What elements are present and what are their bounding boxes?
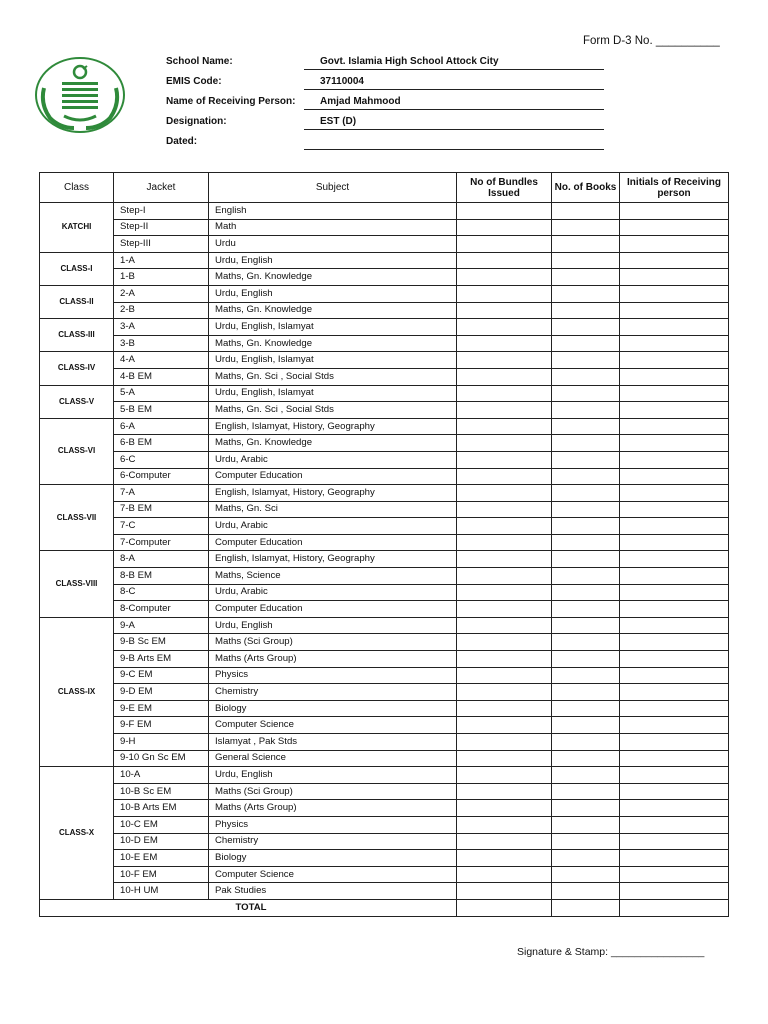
initials-cell[interactable] [620, 236, 729, 253]
class-cell: CLASS-II [40, 285, 114, 318]
subject-cell: Biology [209, 700, 457, 717]
jacket-cell: 8-C [114, 584, 209, 601]
books-cell[interactable] [552, 485, 620, 502]
bundles-cell[interactable] [457, 833, 552, 850]
bundles-cell[interactable] [457, 883, 552, 900]
initials-cell[interactable] [620, 302, 729, 319]
table-header-row [40, 173, 729, 203]
initials-cell[interactable] [620, 717, 729, 734]
books-cell[interactable] [552, 584, 620, 601]
books-cell[interactable] [552, 551, 620, 568]
table-row [40, 269, 729, 286]
jacket-cell: 7-B EM [114, 501, 209, 518]
jacket-cell: 8-Computer [114, 601, 209, 618]
initials-cell[interactable] [620, 269, 729, 286]
books-cell[interactable] [552, 451, 620, 468]
initials-cell[interactable] [620, 700, 729, 717]
bundles-cell[interactable] [457, 734, 552, 751]
jacket-cell: 4-B EM [114, 368, 209, 385]
subject-cell: Computer Science [209, 717, 457, 734]
bundles-cell[interactable] [457, 402, 552, 419]
table-row [40, 750, 729, 767]
bundles-cell[interactable] [457, 783, 552, 800]
bundles-cell[interactable] [457, 269, 552, 286]
class-cell: KATCHI [40, 203, 114, 253]
bundles-cell[interactable] [457, 601, 552, 618]
table-row [40, 435, 729, 452]
initials-cell[interactable] [620, 551, 729, 568]
total-bundles-cell[interactable] [457, 899, 552, 916]
subject-cell: Biology [209, 850, 457, 867]
jacket-cell: 10-H UM [114, 883, 209, 900]
table-row [40, 651, 729, 668]
initials-cell[interactable] [620, 435, 729, 452]
table-row [40, 734, 729, 751]
books-cell[interactable] [552, 269, 620, 286]
bundles-cell[interactable] [457, 451, 552, 468]
subject-cell: Islamyat , Pak Stds [209, 734, 457, 751]
punjab-government-emblem-logo [34, 56, 126, 134]
books-cell[interactable] [552, 617, 620, 634]
books-cell[interactable] [552, 203, 620, 220]
table-row [40, 584, 729, 601]
initials-cell[interactable] [620, 402, 729, 419]
table-body [40, 203, 729, 917]
initials-cell[interactable] [620, 767, 729, 784]
initials-cell[interactable] [620, 335, 729, 352]
table-row [40, 219, 729, 236]
class-cell: CLASS-I [40, 252, 114, 285]
initials-cell[interactable] [620, 451, 729, 468]
subject-cell: Math [209, 219, 457, 236]
bundles-cell[interactable] [457, 352, 552, 369]
jacket-cell: 9-C EM [114, 667, 209, 684]
books-cell[interactable] [552, 468, 620, 485]
table-row [40, 418, 729, 435]
jacket-cell: 7-C [114, 518, 209, 535]
class-cell: CLASS-X [40, 767, 114, 900]
jacket-cell: 6-A [114, 418, 209, 435]
total-row [40, 899, 729, 916]
table-row [40, 850, 729, 867]
jacket-cell: 10-B Arts EM [114, 800, 209, 817]
table-row [40, 319, 729, 336]
table-row [40, 717, 729, 734]
receiving-person-label: Name of Receiving Person: [166, 96, 296, 107]
table-row [40, 368, 729, 385]
school-name-value: Govt. Islamia High School Attock City [304, 56, 604, 70]
subject-cell: Urdu, English [209, 252, 457, 269]
bundles-cell[interactable] [457, 252, 552, 269]
distribution-table [39, 172, 729, 917]
table-row [40, 866, 729, 883]
books-cell[interactable] [552, 435, 620, 452]
total-books-cell[interactable] [552, 899, 620, 916]
subject-cell: Maths (Arts Group) [209, 800, 457, 817]
receiving-person-value: Amjad Mahmood [304, 96, 604, 110]
initials-cell[interactable] [620, 485, 729, 502]
books-cell[interactable] [552, 700, 620, 717]
bundles-cell[interactable] [457, 385, 552, 402]
books-cell[interactable] [552, 833, 620, 850]
books-cell[interactable] [552, 501, 620, 518]
books-cell[interactable] [552, 734, 620, 751]
subject-cell: Maths, Gn. Sci , Social Stds [209, 368, 457, 385]
initials-cell[interactable] [620, 617, 729, 634]
jacket-cell: Step-I [114, 203, 209, 220]
bundles-cell[interactable] [457, 468, 552, 485]
initials-cell[interactable] [620, 601, 729, 618]
bundles-cell[interactable] [457, 285, 552, 302]
jacket-cell: 10-D EM [114, 833, 209, 850]
books-cell[interactable] [552, 352, 620, 369]
table-row [40, 402, 729, 419]
jacket-cell: 10-A [114, 767, 209, 784]
jacket-cell: 9-E EM [114, 700, 209, 717]
table-row [40, 667, 729, 684]
subject-cell: Maths (Sci Group) [209, 634, 457, 651]
subject-cell: Pak Studies [209, 883, 457, 900]
books-cell[interactable] [552, 418, 620, 435]
class-cell: CLASS-VI [40, 418, 114, 484]
table-row [40, 518, 729, 535]
subject-cell: Physics [209, 667, 457, 684]
table-row [40, 833, 729, 850]
designation-value: EST (D) [304, 116, 604, 130]
jacket-cell: 1-A [114, 252, 209, 269]
bundles-cell[interactable] [457, 418, 552, 435]
subject-cell: English, Islamyat, History, Geography [209, 551, 457, 568]
jacket-cell: 9-10 Gn Sc EM [114, 750, 209, 767]
jacket-cell: 3-A [114, 319, 209, 336]
books-cell[interactable] [552, 534, 620, 551]
books-cell[interactable] [552, 368, 620, 385]
bundles-cell[interactable] [457, 551, 552, 568]
class-cell: CLASS-III [40, 319, 114, 352]
jacket-cell: 5-B EM [114, 402, 209, 419]
jacket-cell: 6-Computer [114, 468, 209, 485]
table-row [40, 568, 729, 585]
table-row [40, 601, 729, 618]
school-name-label: School Name: [166, 56, 233, 67]
books-cell[interactable] [552, 335, 620, 352]
jacket-cell: 2-A [114, 285, 209, 302]
jacket-cell: 4-A [114, 352, 209, 369]
jacket-cell: 8-A [114, 551, 209, 568]
subject-cell: Chemistry [209, 684, 457, 701]
subject-cell: Chemistry [209, 833, 457, 850]
bundles-cell[interactable] [457, 584, 552, 601]
subject-cell: Maths, Gn. Knowledge [209, 302, 457, 319]
subject-cell: Maths, Science [209, 568, 457, 585]
subject-cell: Urdu, English, Islamyat [209, 319, 457, 336]
jacket-cell: 7-Computer [114, 534, 209, 551]
bundles-cell[interactable] [457, 485, 552, 502]
books-cell[interactable] [552, 252, 620, 269]
books-cell[interactable] [552, 651, 620, 668]
emis-code-value: 37110004 [304, 76, 604, 90]
subject-cell: English, Islamyat, History, Geography [209, 418, 457, 435]
class-cell: CLASS-VIII [40, 551, 114, 617]
class-cell: CLASS-VII [40, 485, 114, 551]
bundles-cell[interactable] [457, 319, 552, 336]
table-row [40, 767, 729, 784]
books-cell[interactable] [552, 402, 620, 419]
bundles-cell[interactable] [457, 203, 552, 220]
table-row [40, 634, 729, 651]
class-cell: CLASS-IX [40, 617, 114, 766]
bundles-cell[interactable] [457, 368, 552, 385]
subject-cell: English, Islamyat, History, Geography [209, 485, 457, 502]
bundles-cell[interactable] [457, 634, 552, 651]
col-header-initials: Initials of Receiving person [620, 173, 729, 203]
subject-cell: Urdu, English [209, 767, 457, 784]
initials-cell[interactable] [620, 850, 729, 867]
initials-cell[interactable] [620, 634, 729, 651]
jacket-cell: 9-B Arts EM [114, 651, 209, 668]
bundles-cell[interactable] [457, 800, 552, 817]
jacket-cell: 9-B Sc EM [114, 634, 209, 651]
bundles-cell[interactable] [457, 750, 552, 767]
subject-cell: Maths, Gn. Knowledge [209, 335, 457, 352]
signature-stamp-line: Signature & Stamp: ________________ [517, 946, 705, 958]
initials-cell[interactable] [620, 501, 729, 518]
initials-cell[interactable] [620, 285, 729, 302]
subject-cell: Urdu [209, 236, 457, 253]
initials-cell[interactable] [620, 252, 729, 269]
subject-cell: Computer Education [209, 468, 457, 485]
jacket-cell: 3-B [114, 335, 209, 352]
subject-cell: English [209, 203, 457, 220]
books-cell[interactable] [552, 236, 620, 253]
table-row [40, 451, 729, 468]
col-header-books: No. of Books [552, 173, 620, 203]
subject-cell: Computer Education [209, 534, 457, 551]
initials-cell[interactable] [620, 534, 729, 551]
form-number: Form D-3 No. __________ [583, 35, 720, 47]
dated-label: Dated: [166, 136, 198, 147]
initials-cell[interactable] [620, 203, 729, 220]
bundles-cell[interactable] [457, 302, 552, 319]
table-row [40, 335, 729, 352]
subject-cell: Maths, Gn. Sci [209, 501, 457, 518]
initials-cell[interactable] [620, 883, 729, 900]
initials-cell[interactable] [620, 651, 729, 668]
books-cell[interactable] [552, 385, 620, 402]
bundles-cell[interactable] [457, 518, 552, 535]
jacket-cell: Step-III [114, 236, 209, 253]
jacket-cell: 9-D EM [114, 684, 209, 701]
table-row [40, 534, 729, 551]
books-cell[interactable] [552, 285, 620, 302]
initials-cell[interactable] [620, 319, 729, 336]
subject-cell: Urdu, English [209, 285, 457, 302]
initials-cell[interactable] [620, 568, 729, 585]
initials-cell[interactable] [620, 418, 729, 435]
initials-cell[interactable] [620, 833, 729, 850]
jacket-cell: 6-C [114, 451, 209, 468]
jacket-cell: 9-H [114, 734, 209, 751]
books-cell[interactable] [552, 717, 620, 734]
table-row [40, 302, 729, 319]
bundles-cell[interactable] [457, 501, 552, 518]
initials-cell[interactable] [620, 518, 729, 535]
jacket-cell: 10-F EM [114, 866, 209, 883]
bundles-cell[interactable] [457, 617, 552, 634]
books-cell[interactable] [552, 667, 620, 684]
table-row [40, 551, 729, 568]
jacket-cell: 6-B EM [114, 435, 209, 452]
total-label: TOTAL [40, 899, 457, 916]
jacket-cell: 10-E EM [114, 850, 209, 867]
dated-value [304, 136, 604, 150]
subject-cell: Computer Education [209, 601, 457, 618]
bundles-cell[interactable] [457, 236, 552, 253]
bundles-cell[interactable] [457, 700, 552, 717]
initials-cell[interactable] [620, 800, 729, 817]
bundles-cell[interactable] [457, 767, 552, 784]
bundles-cell[interactable] [457, 651, 552, 668]
initials-cell[interactable] [620, 866, 729, 883]
books-cell[interactable] [552, 767, 620, 784]
jacket-cell: 9-A [114, 617, 209, 634]
subject-cell: Maths, Gn. Knowledge [209, 435, 457, 452]
books-cell[interactable] [552, 684, 620, 701]
table-row [40, 468, 729, 485]
table-row [40, 285, 729, 302]
table-row [40, 385, 729, 402]
books-cell[interactable] [552, 634, 620, 651]
subject-cell: Maths (Sci Group) [209, 783, 457, 800]
col-header-bundles: No of Bundles Issued [457, 173, 552, 203]
bundles-cell[interactable] [457, 534, 552, 551]
books-cell[interactable] [552, 601, 620, 618]
table-row [40, 352, 729, 369]
jacket-cell: 9-F EM [114, 717, 209, 734]
jacket-cell: 8-B EM [114, 568, 209, 585]
initials-cell[interactable] [620, 783, 729, 800]
subject-cell: Urdu, English, Islamyat [209, 385, 457, 402]
initials-cell[interactable] [620, 368, 729, 385]
jacket-cell: 10-C EM [114, 816, 209, 833]
bundles-cell[interactable] [457, 667, 552, 684]
subject-cell: Maths (Arts Group) [209, 651, 457, 668]
jacket-cell: 2-B [114, 302, 209, 319]
books-cell[interactable] [552, 518, 620, 535]
class-cell: CLASS-V [40, 385, 114, 418]
table-row [40, 617, 729, 634]
books-cell[interactable] [552, 866, 620, 883]
bundles-cell[interactable] [457, 816, 552, 833]
books-cell[interactable] [552, 219, 620, 236]
books-cell[interactable] [552, 816, 620, 833]
subject-cell: General Science [209, 750, 457, 767]
jacket-cell: 5-A [114, 385, 209, 402]
class-cell: CLASS-IV [40, 352, 114, 385]
books-cell[interactable] [552, 783, 620, 800]
books-cell[interactable] [552, 302, 620, 319]
subject-cell: Urdu, Arabic [209, 584, 457, 601]
initials-cell[interactable] [620, 352, 729, 369]
subject-cell: Physics [209, 816, 457, 833]
initials-cell[interactable] [620, 385, 729, 402]
table-row [40, 236, 729, 253]
table-row [40, 783, 729, 800]
table-row [40, 684, 729, 701]
initials-cell[interactable] [620, 750, 729, 767]
table-row [40, 252, 729, 269]
books-cell[interactable] [552, 319, 620, 336]
col-header-jacket: Jacket [114, 173, 209, 203]
bundles-cell[interactable] [457, 850, 552, 867]
books-cell[interactable] [552, 750, 620, 767]
initials-cell[interactable] [620, 667, 729, 684]
subject-cell: Computer Science [209, 866, 457, 883]
bundles-cell[interactable] [457, 219, 552, 236]
subject-cell: Urdu, Arabic [209, 518, 457, 535]
initials-cell[interactable] [620, 219, 729, 236]
books-cell[interactable] [552, 883, 620, 900]
initials-cell[interactable] [620, 816, 729, 833]
subject-cell: Maths, Gn. Knowledge [209, 269, 457, 286]
jacket-cell: 1-B [114, 269, 209, 286]
table-row [40, 800, 729, 817]
subject-cell: Urdu, English [209, 617, 457, 634]
col-header-class: Class [40, 173, 114, 203]
initials-cell[interactable] [620, 468, 729, 485]
jacket-cell: 7-A [114, 485, 209, 502]
table-row [40, 203, 729, 220]
col-header-subject: Subject [209, 173, 457, 203]
bundles-cell[interactable] [457, 435, 552, 452]
bundles-cell[interactable] [457, 335, 552, 352]
emis-code-label: EMIS Code: [166, 76, 222, 87]
books-cell[interactable] [552, 568, 620, 585]
bundles-cell[interactable] [457, 717, 552, 734]
bundles-cell[interactable] [457, 866, 552, 883]
table-row [40, 501, 729, 518]
bundles-cell[interactable] [457, 684, 552, 701]
designation-label: Designation: [166, 116, 227, 127]
table-row [40, 700, 729, 717]
subject-cell: Maths, Gn. Sci , Social Stds [209, 402, 457, 419]
initials-cell[interactable] [620, 584, 729, 601]
subject-cell: Urdu, English, Islamyat [209, 352, 457, 369]
table-row [40, 485, 729, 502]
books-cell[interactable] [552, 800, 620, 817]
subject-cell: Urdu, Arabic [209, 451, 457, 468]
total-initials-cell[interactable] [620, 899, 729, 916]
bundles-cell[interactable] [457, 568, 552, 585]
books-cell[interactable] [552, 850, 620, 867]
initials-cell[interactable] [620, 684, 729, 701]
jacket-cell: 10-B Sc EM [114, 783, 209, 800]
table-row [40, 816, 729, 833]
table-row [40, 883, 729, 900]
initials-cell[interactable] [620, 734, 729, 751]
jacket-cell: Step-II [114, 219, 209, 236]
